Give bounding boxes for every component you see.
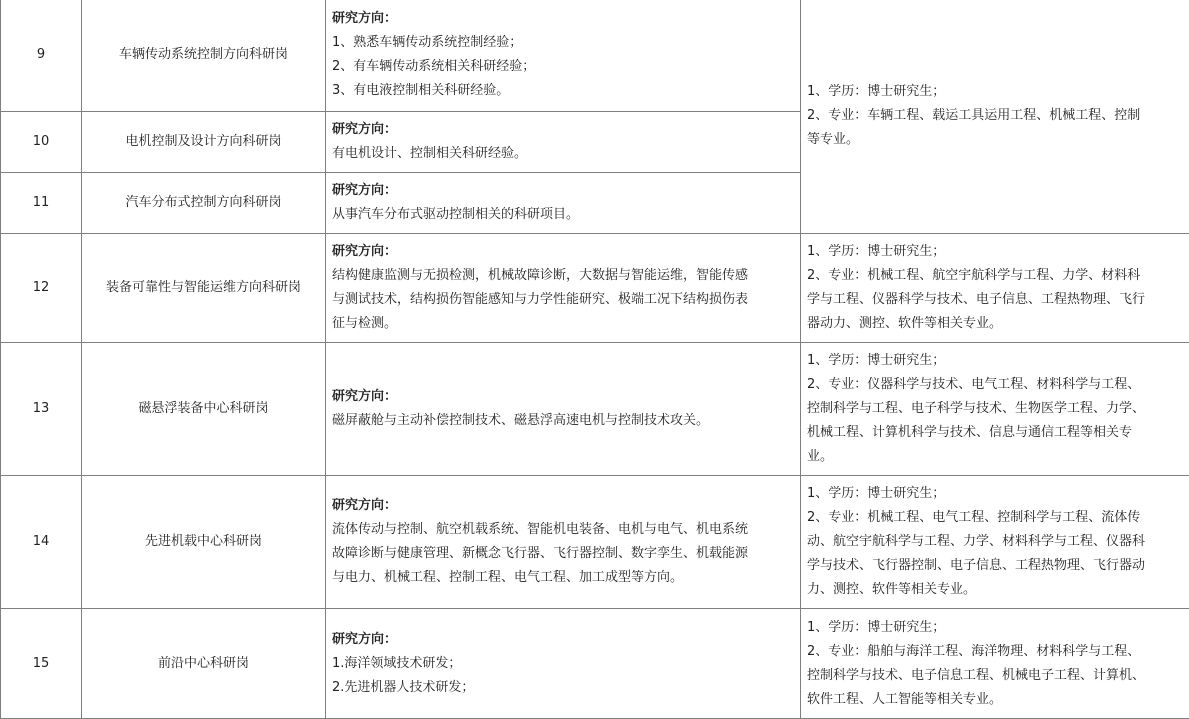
requirement-line: 业。 xyxy=(807,445,1183,469)
table-row xyxy=(1,476,1189,609)
requirement-line: 2、专业：船舶与海洋工程、海洋物理、材料科学与工程、 xyxy=(807,640,1183,664)
research-direction xyxy=(326,343,801,476)
row-number: 14 xyxy=(1,476,82,609)
direction-line: 1.海洋领域技术研发； xyxy=(332,652,794,676)
requirement-line: 软件工程、人工智能等相关专业。 xyxy=(807,688,1183,712)
direction-title: 研究方向： xyxy=(332,240,794,264)
research-direction xyxy=(326,234,801,343)
requirement-line: 1、学历：博士研究生； xyxy=(807,80,1183,104)
direction-line: 3、有电液控制相关科研经验。 xyxy=(332,79,794,103)
row-number: 9 xyxy=(1,0,82,112)
research-direction xyxy=(326,609,801,719)
requirement-line: 学与工程、仪器科学与技术、电子信息、工程热物理、飞行 xyxy=(807,288,1183,312)
row-number: 11 xyxy=(1,173,82,234)
direction-line: 1、熟悉车辆传动系统控制经验； xyxy=(332,31,794,55)
row-number: 12 xyxy=(1,234,82,343)
requirement-line: 1、学历：博士研究生； xyxy=(807,240,1183,264)
position-name: 车辆传动系统控制方向科研岗 xyxy=(82,0,326,112)
research-direction xyxy=(326,476,801,609)
position-name: 前沿中心科研岗 xyxy=(82,609,326,719)
research-direction xyxy=(326,173,801,234)
requirement-line: 力、测控、软件等相关专业。 xyxy=(807,578,1183,602)
direction-title: 研究方向： xyxy=(332,628,794,652)
position-name: 先进机载中心科研岗 xyxy=(82,476,326,609)
direction-title: 研究方向： xyxy=(332,7,794,31)
requirement-line: 1、学历：博士研究生； xyxy=(807,482,1183,506)
requirement-line: 控制科学与技术、电子信息工程、机械电子工程、计算机、 xyxy=(807,664,1183,688)
requirement-line: 1、学历：博士研究生； xyxy=(807,349,1183,373)
requirement-line: 2、专业：车辆工程、载运工具运用工程、机械工程、控制 xyxy=(807,104,1183,128)
requirement-line: 1、学历：博士研究生； xyxy=(807,616,1183,640)
requirements xyxy=(801,0,1189,234)
direction-line: 与测试技术，结构损伤智能感知与力学性能研究、极端工况下结构损伤表 xyxy=(332,288,794,312)
requirement-line: 器动力、测控、软件等相关专业。 xyxy=(807,312,1183,336)
requirements xyxy=(801,476,1189,609)
direction-title: 研究方向： xyxy=(332,118,794,142)
position-name: 电机控制及设计方向科研岗 xyxy=(82,112,326,173)
research-direction xyxy=(326,0,801,112)
requirement-line: 机械工程、计算机科学与技术、信息与通信工程等相关专 xyxy=(807,421,1183,445)
position-name: 汽车分布式控制方向科研岗 xyxy=(82,173,326,234)
requirement-line: 动、航空宇航科学与工程、力学、材料科学与工程、仪器科 xyxy=(807,530,1183,554)
requirement-line: 控制科学与工程、电子科学与技术、生物医学工程、力学、 xyxy=(807,397,1183,421)
row-number: 10 xyxy=(1,112,82,173)
requirement-line: 等专业。 xyxy=(807,128,1183,152)
direction-line: 结构健康监测与无损检测，机械故障诊断，大数据与智能运维，智能传感 xyxy=(332,264,794,288)
direction-line: 有电机设计、控制相关科研经验。 xyxy=(332,142,794,166)
table-row xyxy=(1,343,1189,476)
direction-line: 2、有车辆传动系统相关科研经验； xyxy=(332,55,794,79)
direction-line: 征与检测。 xyxy=(332,312,794,336)
direction-line: 流体传动与控制、航空机载系统、智能机电装备、电机与电气、机电系统 xyxy=(332,518,794,542)
requirement-line: 2、专业：机械工程、电气工程、控制科学与工程、流体传 xyxy=(807,506,1183,530)
requirements xyxy=(801,234,1189,343)
requirements xyxy=(801,343,1189,476)
direction-title: 研究方向： xyxy=(332,385,794,409)
direction-line: 故障诊断与健康管理、新概念飞行器、飞行器控制、数字孪生、机载能源 xyxy=(332,542,794,566)
row-number: 13 xyxy=(1,343,82,476)
requirements xyxy=(801,609,1189,719)
table-row xyxy=(1,0,1189,112)
direction-title: 研究方向： xyxy=(332,494,794,518)
row-number: 15 xyxy=(1,609,82,719)
requirement-line: 2、专业：仪器科学与技术、电气工程、材料科学与工程、 xyxy=(807,373,1183,397)
position-name: 装备可靠性与智能运维方向科研岗 xyxy=(82,234,326,343)
table-row xyxy=(1,609,1189,719)
table-row xyxy=(1,234,1189,343)
position-name: 磁悬浮装备中心科研岗 xyxy=(82,343,326,476)
requirement-line: 学与技术、飞行器控制、电子信息、工程热物理、飞行器动 xyxy=(807,554,1183,578)
requirement-line: 2、专业：机械工程、航空宇航科学与工程、力学、材料科 xyxy=(807,264,1183,288)
research-direction xyxy=(326,112,801,173)
direction-line: 2.先进机器人技术研发； xyxy=(332,676,794,700)
direction-title: 研究方向： xyxy=(332,179,794,203)
direction-line: 磁屏蔽舱与主动补偿控制技术、磁悬浮高速电机与控制技术攻关。 xyxy=(332,409,794,433)
direction-line: 与电力、机械工程、控制工程、电气工程、加工成型等方向。 xyxy=(332,566,794,590)
direction-line: 从事汽车分布式驱动控制相关的科研项目。 xyxy=(332,203,794,227)
